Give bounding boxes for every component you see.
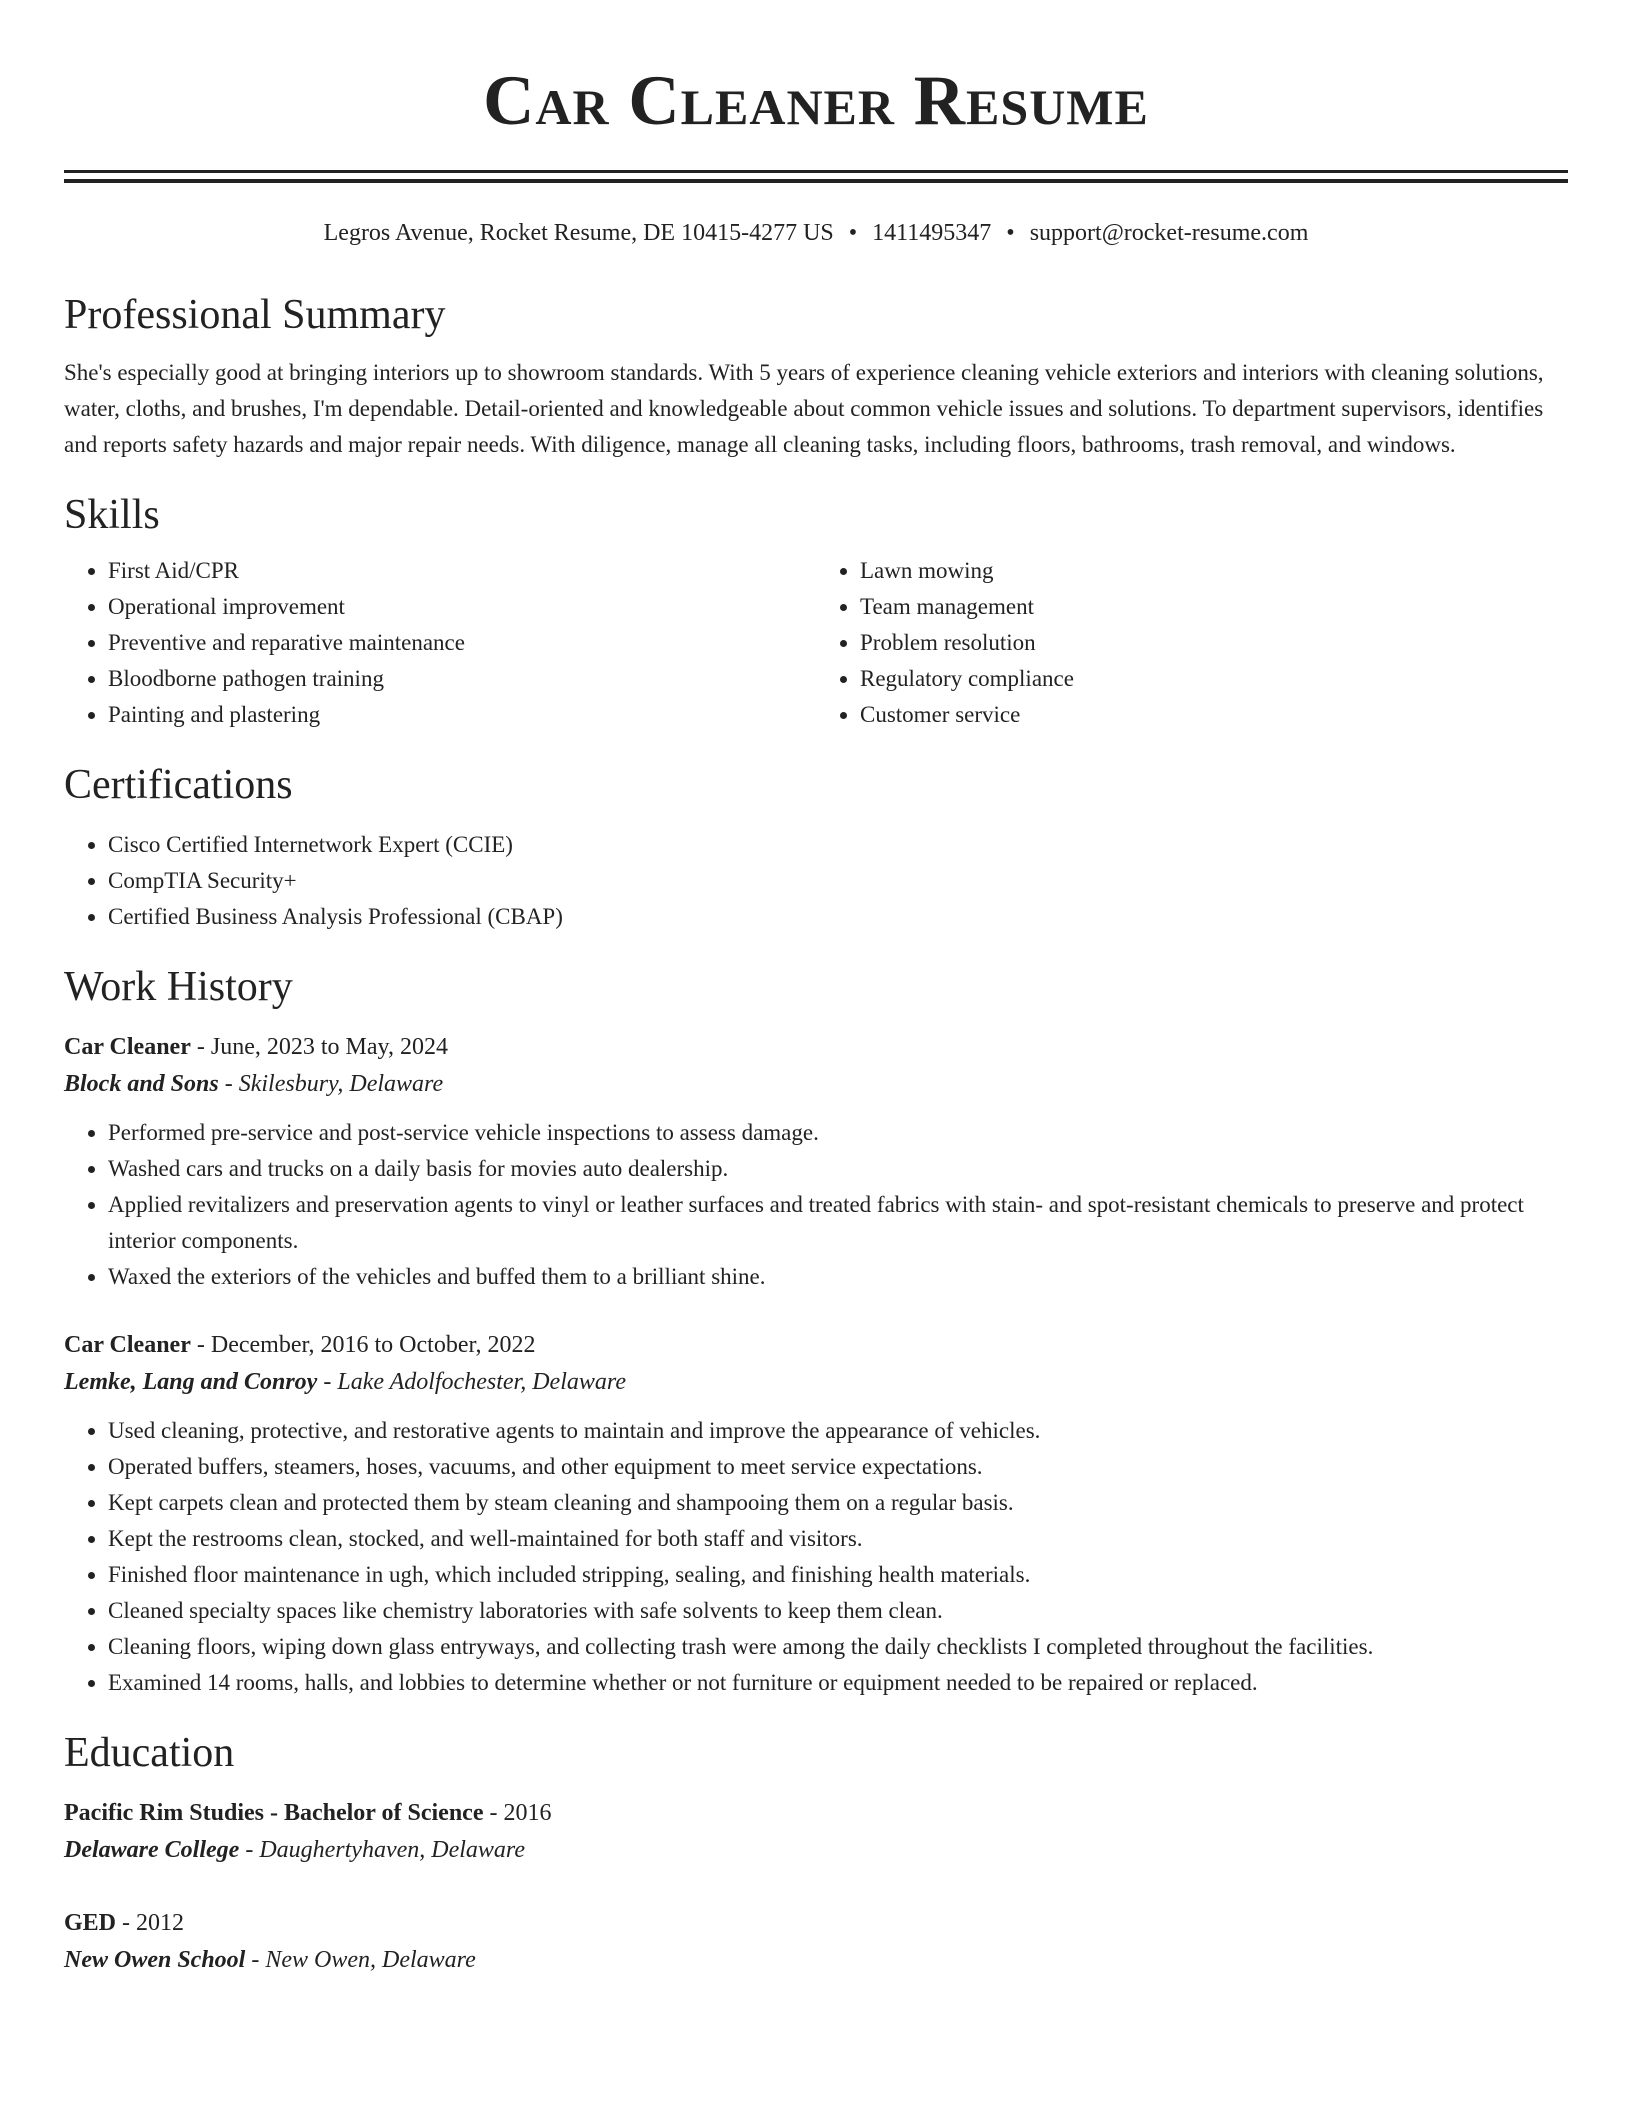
contact-line [64, 217, 1568, 249]
certifications-section [64, 759, 1568, 935]
contact-separator: • [1006, 220, 1015, 246]
job-duty: • Washed cars and trucks on a daily basis for movies auto dealership. [108, 1151, 1568, 1187]
certification-item: • Cisco Certified Internetwork Expert (CCIE) [108, 827, 1568, 863]
education-degree-line: GED - 2012 [64, 1910, 185, 1936]
work-history-section [64, 961, 1568, 1701]
job-entry [64, 1327, 1568, 1701]
summary-section [64, 289, 1568, 463]
job-dates: December, 2016 to October, 2022 [210, 1332, 536, 1358]
contact-email: support@rocket-resume.com [1029, 220, 1309, 246]
job-duty: • Examined 14 rooms, halls, and lobbies to determine whether or not furniture or equipment needed to be repaired or replaced. [108, 1665, 1568, 1701]
job-duties-list [64, 1115, 1568, 1295]
skills-list-left [64, 553, 816, 733]
certifications-list [64, 827, 1568, 935]
job-duty: • Cleaned specialty spaces like chemistry laboratories with safe solvents to keep them clean. [108, 1593, 1568, 1629]
summary-text: She's especially good at bringing interiors up to showroom standards. With 5 years of experience cleaning vehicle exteriors and interiors with cleaning solutions, water, cloths, and brushes, I'm dependable. Detail-oriented and knowledgeable about common vehicle issues and solutions. To department supervisors, identifies and reports safety hazards and major repair needs. With diligence, manage all cleaning tasks, including floors, bathrooms, trash removal, and windows. [64, 360, 1544, 457]
title-divider [64, 170, 1568, 183]
job-company: Lemke, Lang and Conroy [64, 1369, 318, 1395]
education-section [64, 1727, 1568, 1979]
skills-section [64, 489, 1568, 733]
skill-item: • Problem resolution [860, 625, 1568, 661]
summary-heading: Professional Summary [64, 292, 446, 338]
education-year: 2012 [136, 1910, 185, 1936]
education-degree-line: Pacific Rim Studies - Bachelor of Science - 2016 [64, 1800, 552, 1826]
education-school: Delaware College [64, 1837, 240, 1863]
certifications-heading: Certifications [64, 762, 293, 808]
skill-item: • Team management [860, 589, 1568, 625]
skill-item: • First Aid/CPR [108, 553, 816, 589]
skills-list-right [816, 553, 1568, 733]
job-duty: • Kept the restrooms clean, stocked, and well-maintained for both staff and visitors. [108, 1521, 1568, 1557]
education-school-line: New Owen School - New Owen, Delaware [64, 1947, 476, 1973]
education-year: 2016 [503, 1800, 552, 1826]
contact-phone: 1411495347 [872, 220, 992, 246]
education-school-line: Delaware College - Daughertyhaven, Delaware [64, 1837, 526, 1863]
job-duty: • Operated buffers, steamers, hoses, vacuums, and other equipment to meet service expectations. [108, 1449, 1568, 1485]
skills-heading: Skills [64, 492, 160, 538]
education-degree: GED [64, 1910, 117, 1936]
education-location: Daughertyhaven, Delaware [259, 1837, 526, 1863]
job-location: Lake Adolfochester, Delaware [337, 1369, 626, 1395]
job-title-line: Car Cleaner - December, 2016 to October, 2022 [64, 1332, 536, 1358]
education-heading: Education [64, 1730, 235, 1776]
education-location: New Owen, Delaware [265, 1947, 476, 1973]
job-duty: • Performed pre-service and post-service vehicle inspections to assess damage. [108, 1115, 1568, 1151]
skill-item: • Customer service [860, 697, 1568, 733]
education-degree: Pacific Rim Studies - Bachelor of Science [64, 1800, 484, 1826]
job-company: Block and Sons [64, 1071, 219, 1097]
skills-columns [64, 553, 1568, 733]
skill-item: • Operational improvement [108, 589, 816, 625]
job-duty: • Used cleaning, protective, and restorative agents to maintain and improve the appearance of vehicles. [108, 1413, 1568, 1449]
education-school: New Owen School [64, 1947, 246, 1973]
contact-separator: • [848, 220, 858, 246]
education-entry [64, 1795, 1568, 1869]
skill-item: • Lawn mowing [860, 553, 1568, 589]
certification-item: • Certified Business Analysis Professional (CBAP) [108, 899, 1568, 935]
skill-item: • Bloodborne pathogen training [108, 661, 816, 697]
job-duty: • Kept carpets clean and protected them by steam cleaning and shampooing them on a regular basis. [108, 1485, 1568, 1521]
skill-item: • Preventive and reparative maintenance [108, 625, 816, 661]
job-title: Car Cleaner [64, 1034, 191, 1060]
job-entry [64, 1029, 1568, 1295]
job-company-line: Block and Sons - Skilesbury, Delaware [64, 1071, 444, 1097]
job-dates: June, 2023 to May, 2024 [210, 1034, 448, 1060]
work-history-heading: Work History [64, 964, 293, 1010]
resume-title: Car Cleaner Resume [483, 62, 1149, 140]
skill-item: • Painting and plastering [108, 697, 816, 733]
job-duty: • Cleaning floors, wiping down glass entryways, and collecting trash were among the daily checklists I completed throughout the facilities. [108, 1629, 1568, 1665]
job-company-line: Lemke, Lang and Conroy - Lake Adolfochester, Delaware [64, 1369, 626, 1395]
certification-item: • CompTIA Security+ [108, 863, 1568, 899]
education-entry [64, 1905, 1568, 1979]
job-duty: • Applied revitalizers and preservation agents to vinyl or leather surfaces and treated fabrics with stain- and spot-resistant chemicals to preserve and protect interior components. [108, 1187, 1568, 1259]
skill-item: • Regulatory compliance [860, 661, 1568, 697]
job-duties-list [64, 1413, 1568, 1701]
job-duty: • Waxed the exteriors of the vehicles and buffed them to a brilliant shine. [108, 1259, 1568, 1295]
contact-address: Legros Avenue, Rocket Resume, DE 10415-4277 US [323, 220, 834, 246]
job-title: Car Cleaner [64, 1332, 191, 1358]
job-duty: • Finished floor maintenance in ugh, which included stripping, sealing, and finishing health materials. [108, 1557, 1568, 1593]
job-title-line: Car Cleaner - June, 2023 to May, 2024 [64, 1034, 448, 1060]
job-location: Skilesbury, Delaware [238, 1071, 444, 1097]
